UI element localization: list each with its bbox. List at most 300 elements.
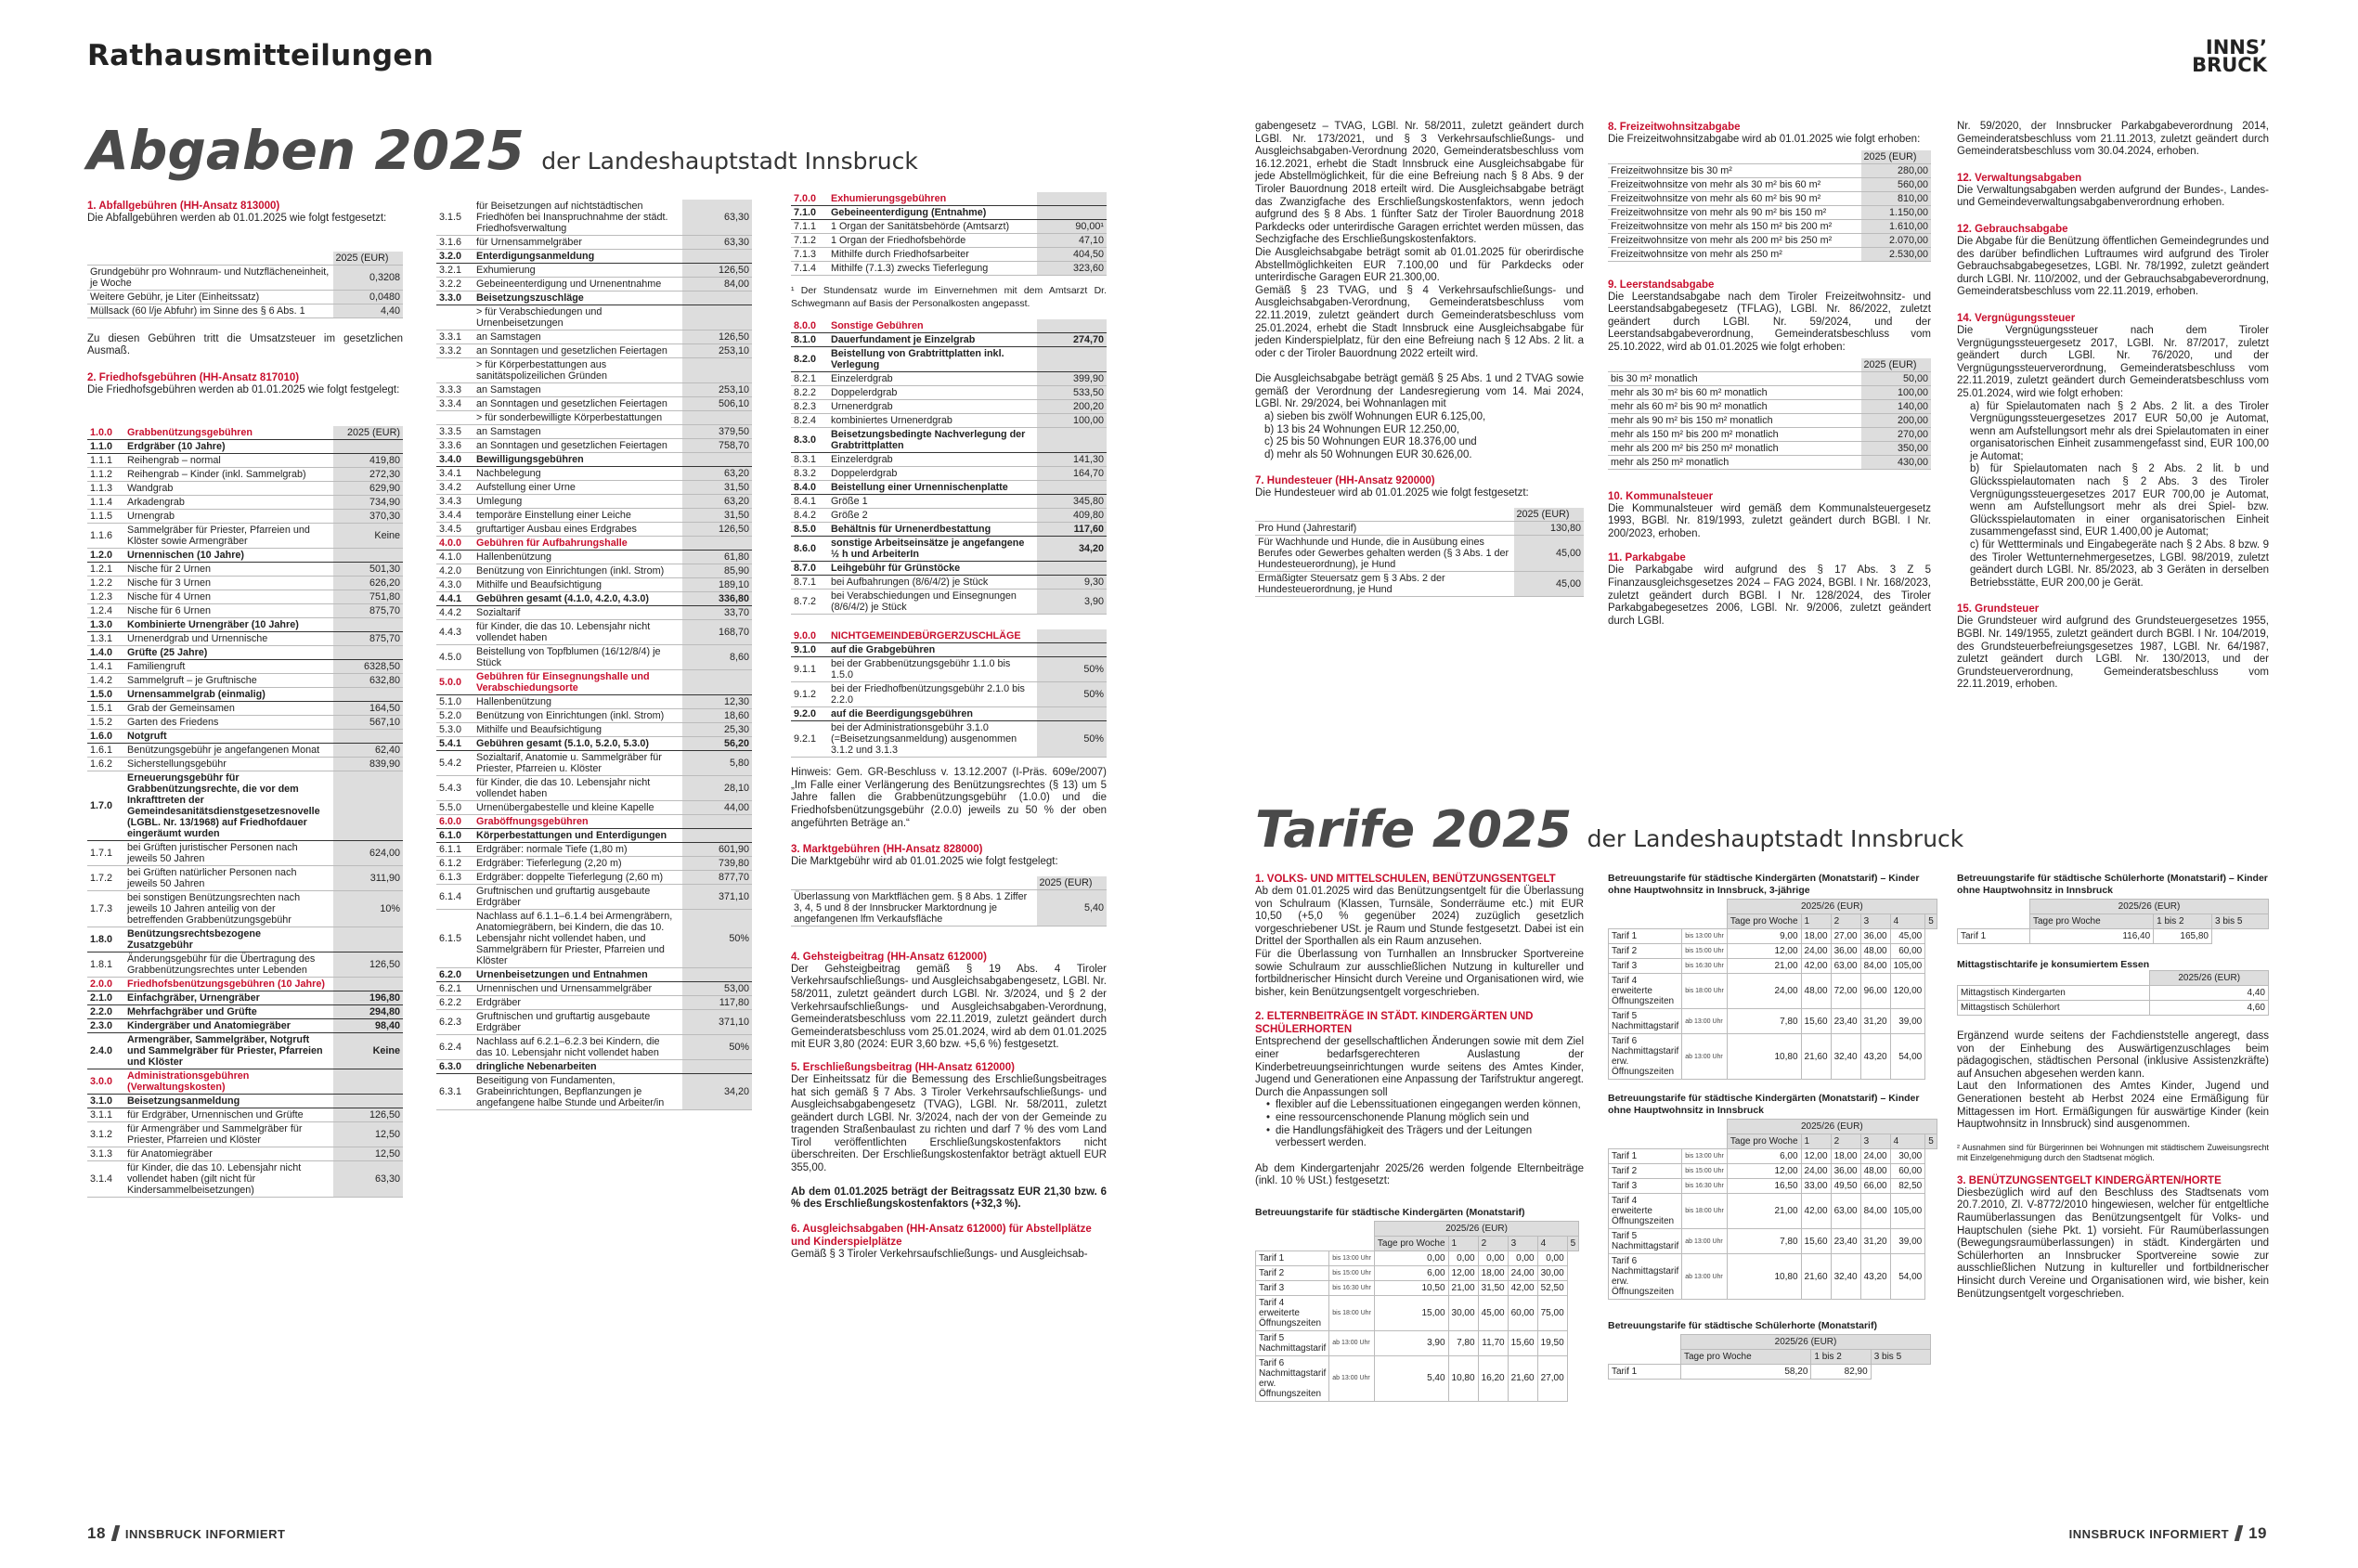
- fee-row: [436, 344, 752, 358]
- fee-label: Graböffnungsgebühren: [473, 815, 681, 829]
- fee-row: [791, 234, 1107, 248]
- fee-row: [87, 771, 403, 841]
- fee-label: Enterdigungsanmeldung: [473, 250, 681, 264]
- s2-intro: Die Friedhofsgebühren werden ab 01.01.2025 wie folgt festgelegt:: [87, 383, 400, 395]
- table-row: [87, 304, 403, 317]
- fee-value: 739,80: [681, 857, 752, 871]
- fee-code: 3.4.0: [436, 453, 473, 467]
- fee-row: [436, 358, 752, 383]
- row-value: 4,40: [332, 304, 403, 317]
- fee-code: 3.1.4: [87, 1161, 124, 1198]
- fee-code: 3.3.4: [436, 397, 473, 411]
- tarif-value: 116,40: [2030, 929, 2154, 944]
- fee-label: Einzelerdgrab: [828, 372, 1036, 386]
- tarif-row: [1256, 1355, 1579, 1401]
- fee-code: 8.7.0: [791, 562, 828, 576]
- row-value: 430,00: [1860, 455, 1931, 469]
- fee-label: auf die Grabgebühren: [828, 643, 1036, 657]
- tarif-value: 54,00: [1890, 1254, 1925, 1300]
- fee-label: bei sonstigen Benützungsrechten nach jeweils 10 Jahren anteilig von der betreffenden Grabbenützungsgebühr: [124, 891, 332, 927]
- fee-row: [87, 952, 403, 978]
- tarif-label: Tarif 5 Nachmittagstarif: [1609, 1009, 1682, 1034]
- tarif-row: [1958, 929, 2269, 944]
- tarif-row: [1609, 1179, 1937, 1194]
- fee-label: Beistellung einer Urnennischenplatte: [828, 481, 1036, 495]
- tarif-value: 39,00: [1890, 1009, 1925, 1034]
- fee-row: [791, 590, 1107, 615]
- fee-value: 196,80: [332, 991, 403, 1005]
- s5-bold: Ab dem 01.01.2025 beträgt der Beitragssatz EUR 21,30 bzw. 6 % des Erschließungskostenfaktors (+32,3 %).: [791, 1186, 1107, 1211]
- fee-value: [681, 1060, 752, 1074]
- tarif-value: 18,00: [1478, 1265, 1508, 1280]
- fee-row: [436, 695, 752, 709]
- fee-label: > für Verabschiedungen und Urnenbeisetzungen: [473, 305, 681, 330]
- fee-row: [436, 645, 752, 670]
- fee-value: Keine: [332, 524, 403, 549]
- s15-heading: 15. Grundsteuer: [1957, 603, 2040, 616]
- fee-value: 6328,50: [332, 660, 403, 674]
- fee-label: Grab der Gemeinsamen: [124, 702, 332, 716]
- fee-code: 1.1.1: [87, 454, 124, 468]
- sho-table-block: [1957, 873, 2269, 944]
- fee-label: Beistellung von Topfblumen (16/12/8/4) je Stück: [473, 645, 681, 670]
- footer-right: [2069, 1524, 2267, 1543]
- col4-text3: Gemäß § 23 TVAG, und § 4 Verkehrsaufschließungs- und Ausgleichsabgaben-Verordnung, Gemeinderatsbeschluss vom 22.11.2019, zuletzt geändert durch Gemeinderatsbeschluss vom 25.01.2024, erhebt die Stadt Innsbruck eine Ausgleichsabgabe für jeden Kinderspielplatz, für den eine Befreiung nach § 12 Abs. 2 lit. a oder c der Tiroler Bauordnung 2022 erteilt wird.: [1255, 284, 1584, 359]
- fee-label: Urnennischen (10 Jahre): [124, 549, 332, 563]
- fee-code: 1.2.3: [87, 590, 124, 604]
- col2-table: [436, 200, 752, 1110]
- fee-label: Beseitigung von Fundamenten, Grabeinrichtungen, Bepflanzungen je angefangene halbe Stunde und Arbeiter/in: [473, 1074, 681, 1110]
- row-label: mehr als 90 m² bis 150 m² monatlich: [1608, 413, 1860, 427]
- tarif-value: 10,80: [1448, 1355, 1478, 1401]
- fee-row: [436, 564, 752, 578]
- fee-code: 4.4.1: [436, 592, 473, 606]
- fee-row: [791, 509, 1107, 523]
- fee-code: 4.3.0: [436, 578, 473, 592]
- tarif-value: 36,00: [1831, 1164, 1860, 1179]
- fee-code: 3.1.2: [87, 1122, 124, 1147]
- header-cell: 5: [1925, 1134, 1937, 1149]
- fee-value: [681, 358, 752, 383]
- fee-row: [791, 643, 1107, 657]
- fee-value: 28,10: [681, 776, 752, 801]
- footer-left-page: 18: [87, 1524, 106, 1542]
- fee-value: 117,60: [1036, 523, 1107, 537]
- fee-value: [1036, 562, 1107, 576]
- footer-left: [87, 1524, 285, 1543]
- fee-label: Sozialtarif, Anatomie u. Sammelgräber für Priester, Pfarreien u. Klöster: [473, 751, 681, 776]
- fee-code: 9.0.0: [791, 629, 828, 643]
- fee-code: 6.1.0: [436, 829, 473, 843]
- fee-code: 1.5.1: [87, 702, 124, 716]
- tarif-value: 19,50: [1537, 1330, 1567, 1355]
- sho_table-title: Betreuungstarife für städtische Schülerhorte (Monatstarif) – Kinder ohne Hauptwohnsitz in Innsbruck: [1957, 873, 2268, 896]
- fee-row: [87, 440, 403, 454]
- fee-value: 56,20: [681, 737, 752, 751]
- fee-row: [87, 660, 403, 674]
- fee-code: 6.2.0: [436, 968, 473, 982]
- fee-label: temporäre Einstellung einer Leiche: [473, 509, 681, 523]
- tarif-label: Tarif 1: [1609, 1365, 1681, 1380]
- fee-code: 3.3.2: [436, 344, 473, 358]
- fee-label: Gebühren gesamt (5.1.0, 5.2.0, 5.3.0): [473, 737, 681, 751]
- tar2-list-2: • eine ressourcenschonende Planung möglich sein und: [1266, 1112, 1584, 1125]
- header-cell: 2: [1831, 914, 1860, 929]
- fee-value: 50%: [1036, 682, 1107, 707]
- footer-right-text: INNSBRUCK INFORMIERT: [2068, 1527, 2230, 1541]
- tarif-value: 15,60: [1508, 1330, 1537, 1355]
- fee-value: 12,50: [332, 1122, 403, 1147]
- header-cell: Tage pro Woche: [1727, 914, 1801, 929]
- tarif-value: 82,50: [1890, 1179, 1925, 1194]
- fee-code: 6.3.1: [436, 1074, 473, 1110]
- tarif-value: 36,00: [1860, 929, 1890, 944]
- fee-value: [332, 440, 403, 454]
- fee-code: 8.5.0: [791, 523, 828, 537]
- fee-code: 6.0.0: [436, 815, 473, 829]
- s9-intro: Die Leerstandsabgabe nach dem Tiroler Freizeitwohnsitz- und Leerstandsabgabegesetz (TFLAG), LGBl. Nr. 86/2022, zuletzt geändert durch LGBl. Nr. 59/2024, und der Leerstandsabgabeverordnung, Gemeinderatsbeschluss vom 25.10.2022, wird ab 01.01.2025 wie folgt erhoben:: [1608, 291, 1931, 353]
- s4-heading: 4. Gehsteigbeitrag (HH-Ansatz 612000): [791, 951, 987, 963]
- sh-table-block: [1608, 1320, 1931, 1380]
- fee-label: Erneuerungsgebühr für Grabbenützungsrechte, die vor dem Inkrafttreten der Gemeindesanitätsdienstgesetzesnovelle (LGBL. Nr. 13/1968) auf Friedhofdauer eingeräumt wurden: [124, 771, 332, 841]
- fee-code: 3.0.0: [87, 1069, 124, 1095]
- tarif-value: 6,00: [1374, 1265, 1448, 1280]
- fee-label: Erdgräber: doppelte Tieferlegung (2,60 m): [473, 871, 681, 885]
- tarif-row: [1256, 1330, 1579, 1355]
- tar1-text: Ab dem 01.01.2025 wird das Benützungsentgelt für die Überlassung von Schulraum (Klassen, Turnsäle, Sonderräume etc.) mit EUR 10,50 (+5,0 % gegenüber 2024) zuzüglich gesetzlich vorgeschriebener USt. je Raum und Stunde festgesetzt. Dabei ist ein Drittel der Sporthallen als ein Raum anzusehen.: [1255, 886, 1584, 948]
- table-row: [1608, 219, 1931, 233]
- fee-row: [87, 1005, 403, 1019]
- tarif-label: Tarif 6 Nachmittagstarif erw. Öffnungszeiten: [1256, 1355, 1329, 1401]
- fee-row: [791, 428, 1107, 453]
- row-value: 810,00: [1860, 191, 1931, 205]
- tarif-value: 42,00: [1801, 959, 1831, 974]
- fee-value: 63,30: [681, 236, 752, 250]
- sh_table-table: [1608, 1334, 1931, 1380]
- tarif-value: 60,00: [1508, 1295, 1537, 1330]
- fee-value: [1036, 319, 1107, 333]
- fee-code: 3.2.2: [436, 278, 473, 292]
- fee-value: 624,00: [332, 841, 403, 866]
- fee-code: 1.7.2: [87, 866, 124, 891]
- tarif-value: 43,20: [1860, 1034, 1890, 1080]
- table-row: [1608, 233, 1931, 247]
- row-label: Freizeitwohnsitze von mehr als 60 m² bis 90 m²: [1608, 191, 1860, 205]
- fee-code: 1.3.1: [87, 632, 124, 646]
- tarif-row: [1609, 1229, 1937, 1254]
- column-5: [1608, 121, 1931, 628]
- fee-value: [681, 453, 752, 467]
- fee-value: 294,80: [332, 1005, 403, 1019]
- fee-value: 3,90: [1036, 590, 1107, 615]
- col4-text1: gabengesetz – TVAG, LGBl. Nr. 58/2011, zuletzt geändert durch LGBl. Nr. 173/2021, und § 3 Verkehrsaufschließungs- und Ausgleichsabgaben-Verordnung 2020, Gemeinderatsbeschluss vom 16.12.2021, erhebt die Stadt Innsbruck eine Ausgleichsabgabe für jede Abstellmöglichkeit, für die eine Befreiung nach § 8 Abs. 9 der Tiroler Bauordnung 2018 erteilt wird. Die Ausgleichsabgabe beträgt das Zwanzigfache des Erschließungskostenfaktors, wenn jedoch aufgrund des § 8 Abs. 1 fünfter Satz der Tiroler Bauordnung 2018 Parkdecks oder unterirdische Garagen errichtet werden müssen, das Sechzigfache des Erschließungskostenfaktors.: [1255, 121, 1584, 246]
- row-value: 45,00: [1513, 572, 1584, 597]
- fee-label: Administrationsgebühren (Verwaltungskosten): [124, 1069, 332, 1095]
- header-cell: 1 bis 2: [2154, 914, 2212, 929]
- s1-heading: 1. Abfallgebühren (HH-Ansatz 813000): [87, 201, 280, 212]
- row-label: Freizeitwohnsitze von mehr als 200 m² bis 250 m²: [1608, 233, 1860, 247]
- fee-row: [436, 264, 752, 278]
- essen-row-2-value: 4,60: [2150, 1001, 2269, 1016]
- row-label: mehr als 250 m² monatlich: [1608, 455, 1860, 469]
- header-row: [1609, 914, 1937, 929]
- fee-row: [436, 397, 752, 411]
- tarif-value: 12,00: [1727, 1164, 1801, 1179]
- tarif-value: 0,00: [1508, 1251, 1537, 1265]
- fee-code: 5.4.1: [436, 737, 473, 751]
- empty-cell: [1609, 1335, 1681, 1350]
- fee-code: 4.0.0: [436, 537, 473, 551]
- header-row: [1958, 914, 2269, 929]
- col3-table-exhumierung: [791, 192, 1107, 276]
- fee-row: [87, 1122, 403, 1147]
- fee-row: [436, 982, 752, 996]
- table-row: [1608, 247, 1931, 261]
- fee-code: 9.2.0: [791, 707, 828, 721]
- fee-row: [436, 250, 752, 264]
- tarif-value: 21,60: [1801, 1034, 1831, 1080]
- fee-code: 9.1.1: [791, 657, 828, 682]
- tarif-value: 27,00: [1831, 929, 1860, 944]
- fee-code: 7.1.0: [791, 206, 828, 220]
- tarif-time: bis 15:00 Uhr: [1682, 1164, 1728, 1179]
- fee-label: Doppelerdgrab: [828, 467, 1036, 481]
- fee-code: 2.1.0: [87, 991, 124, 1005]
- tarife-column-a: [1255, 873, 1584, 1402]
- tarif-value: 24,00: [1508, 1265, 1537, 1280]
- fee-row: [87, 632, 403, 646]
- fee-row: [791, 333, 1107, 347]
- tarife-subtitle: der Landeshauptstadt Innsbruck: [1587, 825, 1964, 852]
- tarif-value: 54,00: [1890, 1034, 1925, 1080]
- fee-code: 2.4.0: [87, 1033, 124, 1069]
- fee-row: [436, 592, 752, 606]
- fee-row: [791, 629, 1107, 643]
- fee-value: 126,50: [332, 1108, 403, 1122]
- kg3_table-title: Betreuungstarife für städtische Kindergärten (Monatstarif) – Kinder ohne Hauptwohnsitz in Innsbruck, 3-jährige: [1608, 873, 1920, 896]
- tarif-value: 48,00: [1801, 974, 1831, 1009]
- fee-row: [436, 620, 752, 645]
- fee-row: [436, 236, 752, 250]
- fee-value: 409,80: [1036, 509, 1107, 523]
- fee-row: [791, 707, 1107, 721]
- s7-col-header: 2025 (EUR): [1513, 508, 1584, 522]
- kg_table-title: Betreuungstarife für städtische Kindergärten (Monatstarif): [1255, 1206, 1525, 1218]
- tarif-value: 24,00: [1801, 1164, 1831, 1179]
- fee-row: [436, 670, 752, 695]
- fee-row: [87, 866, 403, 891]
- fee-value: [681, 537, 752, 551]
- fee-value: 626,20: [332, 577, 403, 590]
- table-row: [1608, 163, 1931, 177]
- fee-value: [681, 670, 752, 695]
- footer-right-page: 19: [2248, 1524, 2267, 1542]
- fee-label: Urnennischen und Urnensammelgräber: [473, 982, 681, 996]
- tarif-row: [1609, 1149, 1937, 1164]
- tarif-time: bis 16:30 Uhr: [1682, 1179, 1728, 1194]
- tarif-time: ab 13:00 Uhr: [1682, 1229, 1728, 1254]
- tarif-label: Tarif 1: [1609, 1149, 1682, 1164]
- fee-code: 3.4.4: [436, 509, 473, 523]
- fee-row: [87, 991, 403, 1005]
- tarif-value: 23,40: [1831, 1009, 1860, 1034]
- column-6: [1957, 121, 2269, 692]
- row-label: Müllsack (60 l/je Abfuhr) im Sinne des § 6 Abs. 1: [87, 304, 332, 317]
- fee-code: 5.2.0: [436, 709, 473, 723]
- fee-label: Benützungsrechtsbezogene Zusatzgebühr: [124, 927, 332, 952]
- fee-value: 751,80: [332, 590, 403, 604]
- fee-code: 1.1.0: [87, 440, 124, 454]
- header-cell: 2: [1478, 1236, 1508, 1251]
- fee-code: 6.1.4: [436, 885, 473, 910]
- fee-value: 875,70: [332, 632, 403, 646]
- tarif-row: [1256, 1295, 1579, 1330]
- row-label: Freizeitwohnsitze von mehr als 150 m² bis 200 m²: [1608, 219, 1860, 233]
- tarif-row: [1609, 1009, 1937, 1034]
- fee-row: [87, 426, 403, 440]
- logo-line-1: INNS’: [2205, 36, 2267, 58]
- tarif-value: 30,00: [1890, 1149, 1925, 1164]
- fee-row: [791, 576, 1107, 590]
- fee-label: Garten des Friedens: [124, 716, 332, 730]
- fee-code: 1.6.2: [87, 758, 124, 771]
- table-row: [1608, 205, 1931, 219]
- tarif-time: bis 13:00 Uhr: [1329, 1251, 1375, 1265]
- fee-row: [436, 495, 752, 509]
- header-cell: 1: [1448, 1236, 1478, 1251]
- tarif-time: bis 16:30 Uhr: [1329, 1280, 1375, 1295]
- fee-code: 4.4.2: [436, 606, 473, 620]
- tarif-value: 72,00: [1831, 974, 1860, 1009]
- s9-heading: 9. Leerstandsabgabe: [1608, 279, 1715, 291]
- fee-code: 5.4.3: [436, 776, 473, 801]
- fee-label: bei Grüften juristischer Personen nach jeweils 50 Jahren: [124, 841, 332, 866]
- fee-label: Mehrfachgräber und Grüfte: [124, 1005, 332, 1019]
- col6-text0: Nr. 59/2020, der Innsbrucker Parkabgabeverordnung 2014, Gemeinderatsbeschluss vom 21.11.2013, zuletzt geändert durch Gemeinderatsbeschluss vom 30.04.2024, erhoben.: [1957, 121, 2269, 158]
- fee-row: [436, 467, 752, 481]
- fee-row: [87, 927, 403, 952]
- kg-table-block: [1255, 1206, 1576, 1402]
- tarif-row: [1609, 959, 1937, 974]
- row-label: Freizeitwohnsitze von mehr als 30 m² bis 60 m²: [1608, 177, 1860, 191]
- fee-code: 6.2.4: [436, 1035, 473, 1060]
- fee-label: Nachbelegung: [473, 467, 681, 481]
- tarif-value: 30,00: [1537, 1265, 1567, 1280]
- col3-table-zuschlaege: [791, 629, 1107, 758]
- fee-code: 4.5.0: [436, 645, 473, 670]
- fee-label: Gebeineenterdigung und Urnenentnahme: [473, 278, 681, 292]
- tarif-time: bis 18:00 Uhr: [1682, 1194, 1728, 1229]
- fee-row: [436, 1060, 752, 1074]
- fee-label: Friedhofsbenützungsgebühren (10 Jahre): [124, 978, 332, 991]
- col4-list-c: c) 25 bis 50 Wohnungen EUR 18.376,00 und: [1264, 436, 1477, 448]
- fee-row: [87, 688, 403, 702]
- tarif-value: 12,00: [1448, 1265, 1478, 1280]
- fee-value: [332, 688, 403, 702]
- tarif-label: Tarif 1: [1609, 929, 1682, 944]
- fee-label: Erdgräber: [473, 996, 681, 1010]
- s6-text: Gemäß § 3 Tiroler Verkehrsaufschließungs- und Ausgleichsab-: [791, 1248, 1088, 1260]
- s12-text: Die Verwaltungsabgaben werden aufgrund der Bundes-, Landes- und Gemeindeverwaltungsabgabenverordnung erhoben.: [1957, 184, 2269, 209]
- fee-value: 44,00: [681, 801, 752, 815]
- fee-row: [436, 330, 752, 344]
- row-value: 350,00: [1860, 441, 1931, 455]
- s10-text: Die Kommunalsteuer wird gemäß dem Kommunalsteuergesetz 1993, BGBl. Nr. 819/1993, zuletzt geändert durch BGBl. I Nr. 200/2023, erhoben.: [1608, 502, 1931, 539]
- fee-label: 1 Organ der Sanitätsbehörde (Amtsarzt): [828, 220, 1036, 234]
- fee-label: Hallenbenützung: [473, 695, 681, 709]
- tarife-title: Tarife 2025: [1255, 800, 1573, 859]
- row-value: 200,00: [1860, 413, 1931, 427]
- fee-value: 90,00¹: [1036, 220, 1107, 234]
- fee-row: [436, 537, 752, 551]
- tarif-value: 21,00: [1727, 959, 1801, 974]
- fee-row: [791, 206, 1107, 220]
- header-cell: 5: [1567, 1236, 1579, 1251]
- fee-value: 63,20: [681, 467, 752, 481]
- fee-code: 7.1.2: [791, 234, 828, 248]
- fee-value: 632,80: [332, 674, 403, 688]
- fee-code: 5.3.0: [436, 723, 473, 737]
- fee-label: Beisetzungszuschläge: [473, 292, 681, 305]
- tarif-time: bis 13:00 Uhr: [1682, 929, 1728, 944]
- year-cell: 2025/26 (EUR): [1727, 900, 1937, 914]
- header-row: [1256, 1236, 1579, 1251]
- fee-label: Beistellung von Grabtrittplatten inkl. Verlegung: [828, 347, 1036, 372]
- year-row: [1256, 1221, 1579, 1236]
- fee-label: Erdgräber (10 Jahre): [124, 440, 332, 454]
- fee-row: [436, 278, 752, 292]
- fee-label: Grüfte (25 Jahre): [124, 646, 332, 660]
- tarif-value: 48,00: [1860, 1164, 1890, 1179]
- fee-row: [87, 841, 403, 866]
- row-value: 50,00: [1860, 371, 1931, 385]
- header-cell: 3: [1860, 1134, 1890, 1149]
- row-label: mehr als 150 m² bis 200 m² monatlich: [1608, 427, 1860, 441]
- tar2-text: Entsprechend der gesellschaftlichen Änderungen sowie mit dem Ziel einer bedarfsgerechteren Auslastung der Kinderbetreuungseinrichtungen wurde seitens des Amtes Kinder, Jugend und Generationen eine Anpassung der Tarifstruktur angeregt. Durch die Anpassungen soll: [1255, 1036, 1584, 1098]
- row-label: bis 30 m² monatlich: [1608, 371, 1860, 385]
- fee-label: Körperbestattungen und Enterdigungen: [473, 829, 681, 843]
- fee-label: Dauerfundament je Einzelgrab: [828, 333, 1036, 347]
- fee-value: 345,80: [1036, 495, 1107, 509]
- tar1-text2: Für die Überlassung von Turnhallen an Innsbrucker Sportvereine sowie Schulraum zur ausschließlichen Nutzung in kultureller und fortbildnerischer Hinsicht durch Vereine und Organisationen wird, wie bisher, kein Benützungsentgelt vorgeschrieben.: [1255, 948, 1584, 998]
- fee-label: Änderungsgebühr für die Übertragung des Grabbenützungsrechtes unter Lebenden: [124, 952, 332, 978]
- tarif-row: [1609, 1254, 1937, 1300]
- fee-value: 379,50: [681, 425, 752, 439]
- tarif-value: 10,80: [1727, 1034, 1801, 1080]
- fee-code: 3.4.2: [436, 481, 473, 495]
- fee-row: [791, 414, 1107, 428]
- tarif-value: 49,50: [1831, 1179, 1860, 1194]
- fee-value: 61,80: [681, 551, 752, 564]
- tarif-time: ab 13:00 Uhr: [1329, 1355, 1375, 1401]
- table-row: [1255, 522, 1584, 536]
- empty-cell: [1256, 1236, 1375, 1251]
- fee-row: [436, 411, 752, 425]
- fee-code: 8.4.0: [791, 481, 828, 495]
- header-cell: 5: [1925, 914, 1937, 929]
- fee-label: Sammelgräber für Priester, Pfarreien und Klöster sowie Armengräber: [124, 524, 332, 549]
- fee-label: Gebühren für Einsegnungshalle und Verabschiedungsorte: [473, 670, 681, 695]
- tarif-label: Tarif 1: [1256, 1251, 1329, 1265]
- footer-left-text: INNSBRUCK INFORMIERT: [124, 1527, 286, 1541]
- fee-code: 1.8.1: [87, 952, 124, 978]
- fee-code: 3.1.3: [87, 1147, 124, 1161]
- tarif-time: ab 13:00 Uhr: [1682, 1254, 1728, 1300]
- tarif-value: 42,00: [1801, 1194, 1831, 1229]
- fee-value: [1036, 629, 1107, 643]
- fee-value: 126,50: [681, 264, 752, 278]
- fee-row: [436, 885, 752, 910]
